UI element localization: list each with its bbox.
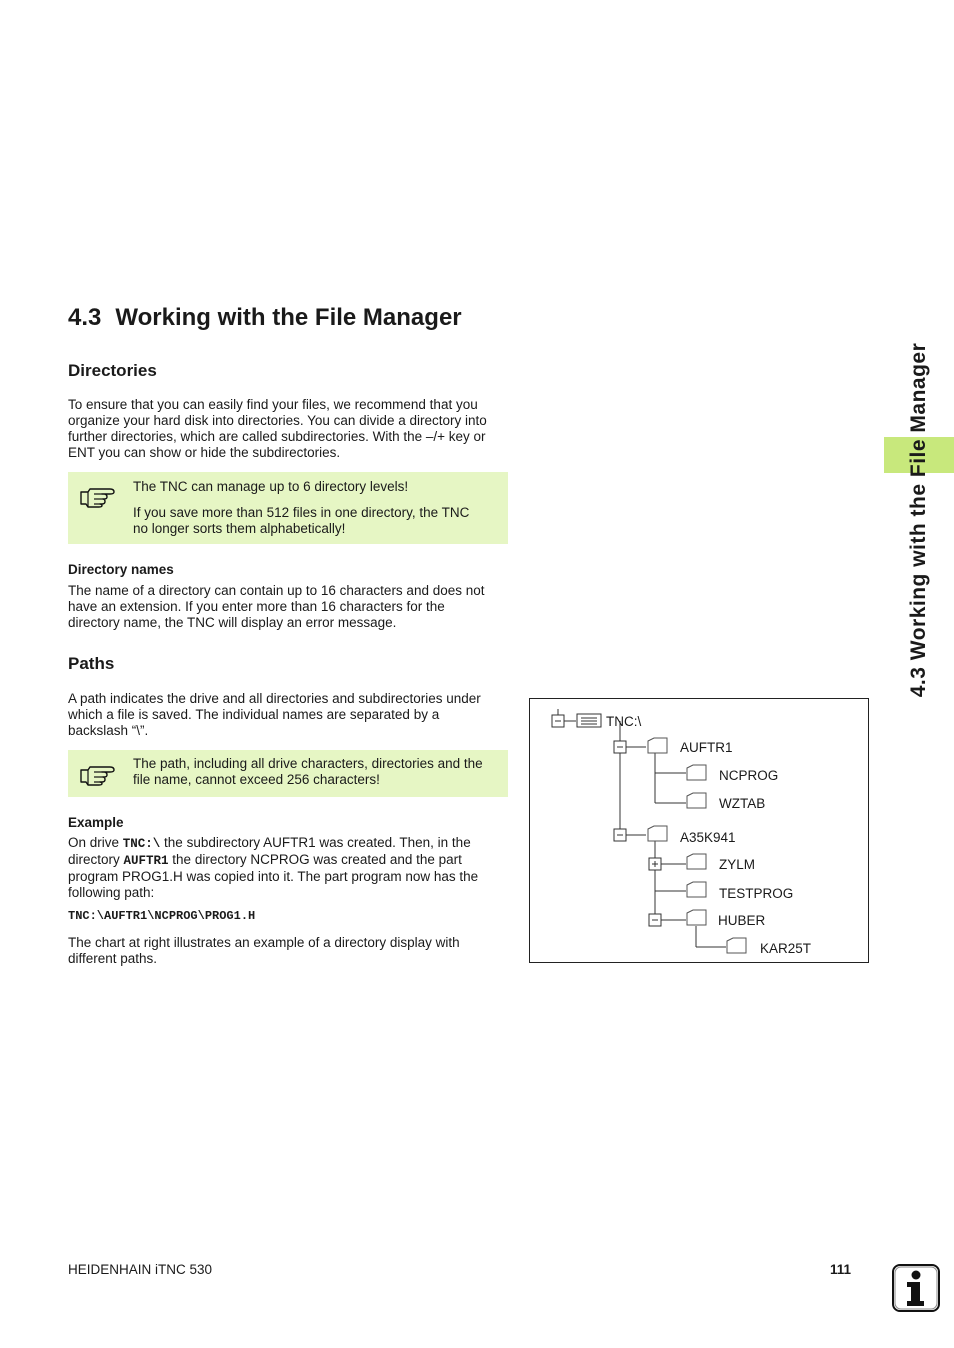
page-number: 111	[830, 1262, 852, 1277]
tree-label-kar25t[interactable]: KAR25T	[760, 941, 812, 956]
page-title	[68, 304, 462, 332]
tree-label-testprog[interactable]: TESTPROG	[719, 886, 794, 901]
note-line: The TNC can manage up to 6 directory levels!	[133, 479, 409, 494]
text-line: program PROG1.H was copied into it. The part program now has the	[68, 869, 479, 884]
folder-icon	[687, 854, 706, 869]
footer-product: HEIDENHAIN iTNC 530	[68, 1262, 213, 1277]
folder-icon	[648, 738, 667, 753]
section-number: 4.3	[68, 304, 102, 331]
drive-icon	[577, 714, 601, 727]
text-line: have an extension. If you enter more than 16 characters for the	[68, 599, 445, 614]
closing-text	[68, 935, 510, 967]
pointing-hand-icon	[80, 482, 116, 508]
tree-label-huber[interactable]: HUBER	[718, 913, 766, 928]
paths-note-box	[68, 750, 508, 797]
directories-heading: Directories	[68, 361, 157, 380]
folder-icon	[648, 826, 667, 841]
tree-label-zylm[interactable]: ZYLM	[719, 857, 756, 872]
note-line: The path, including all drive characters, directories and the	[133, 756, 483, 771]
note-line: If you save more than 512 files in one directory, the TNC	[133, 505, 470, 520]
directory-tree-figure	[529, 698, 869, 963]
text-line: different paths.	[68, 951, 158, 966]
paths-intro	[68, 691, 510, 739]
folder-icon	[687, 910, 706, 925]
text-line: To ensure that you can easily find your files, we recommend that you	[68, 397, 478, 412]
tree-toggle-a35k941[interactable]	[614, 829, 626, 841]
section-title: Working with the File Manager	[115, 304, 462, 331]
info-icon	[892, 1264, 940, 1312]
example-text	[68, 835, 510, 901]
tree-toggle-zylm[interactable]	[649, 858, 661, 870]
folder-icon	[687, 765, 706, 780]
pointing-hand-icon	[80, 760, 116, 786]
tree-toggle-drive[interactable]	[552, 715, 564, 727]
text-line: directory AUFTR1 the directory NCPROG was created and the part	[68, 852, 462, 868]
tree-label-auftr1[interactable]: AUFTR1	[680, 740, 733, 755]
folder-icon	[687, 882, 706, 897]
tree-label-a35k941[interactable]: A35K941	[680, 830, 736, 845]
side-title-text: 4.3 Working with the File Manager	[907, 342, 930, 698]
paths-heading: Paths	[68, 654, 115, 673]
directory-names-heading: Directory names	[68, 562, 174, 577]
note-line: no longer sorts them alphabetically!	[133, 521, 346, 536]
text-line: ENT you can show or hide the subdirectories.	[68, 445, 341, 460]
text-line: A path indicates the drive and all directories and subdirectories under	[68, 691, 481, 706]
example-heading: Example	[68, 815, 124, 830]
text-line: further directories, which are called subdirectories. With the –/+ key or	[68, 429, 486, 444]
note-line: file name, cannot exceed 256 characters!	[133, 772, 380, 787]
directories-note-box	[68, 472, 508, 544]
text-line: directory name, the TNC will display an error message.	[68, 615, 397, 630]
directory-names-text	[68, 583, 510, 631]
directories-intro	[68, 397, 510, 461]
text-line: On drive TNC:\ the subdirectory AUFTR1 was created. Then, in the	[68, 835, 471, 851]
text-line: following path:	[68, 885, 155, 900]
text-line: backslash “\”.	[68, 723, 149, 738]
tree-toggle-huber[interactable]	[649, 914, 661, 926]
inline-code: AUFTR1	[123, 854, 169, 868]
text-line: which a file is saved. The individual names are separated by a	[68, 707, 440, 722]
tree-label-ncprog[interactable]: NCPROG	[719, 768, 779, 783]
example-path-code: TNC:\AUFTR1\NCPROG\PROG1.H	[68, 909, 256, 923]
inline-code: TNC:\	[122, 837, 161, 851]
folder-icon	[687, 793, 706, 808]
text-line: organize your hard disk into directories. You can divide a directory into	[68, 413, 487, 428]
tree-label-wztab[interactable]: WZTAB	[719, 796, 766, 811]
folder-icon	[727, 938, 746, 953]
tree-toggle-auftr1[interactable]	[614, 741, 626, 753]
tree-label-drive[interactable]: TNC:\	[606, 714, 642, 729]
text-line: The chart at right illustrates an example of a directory display with	[68, 935, 460, 950]
text-line: The name of a directory can contain up to 16 characters and does not	[68, 583, 485, 598]
